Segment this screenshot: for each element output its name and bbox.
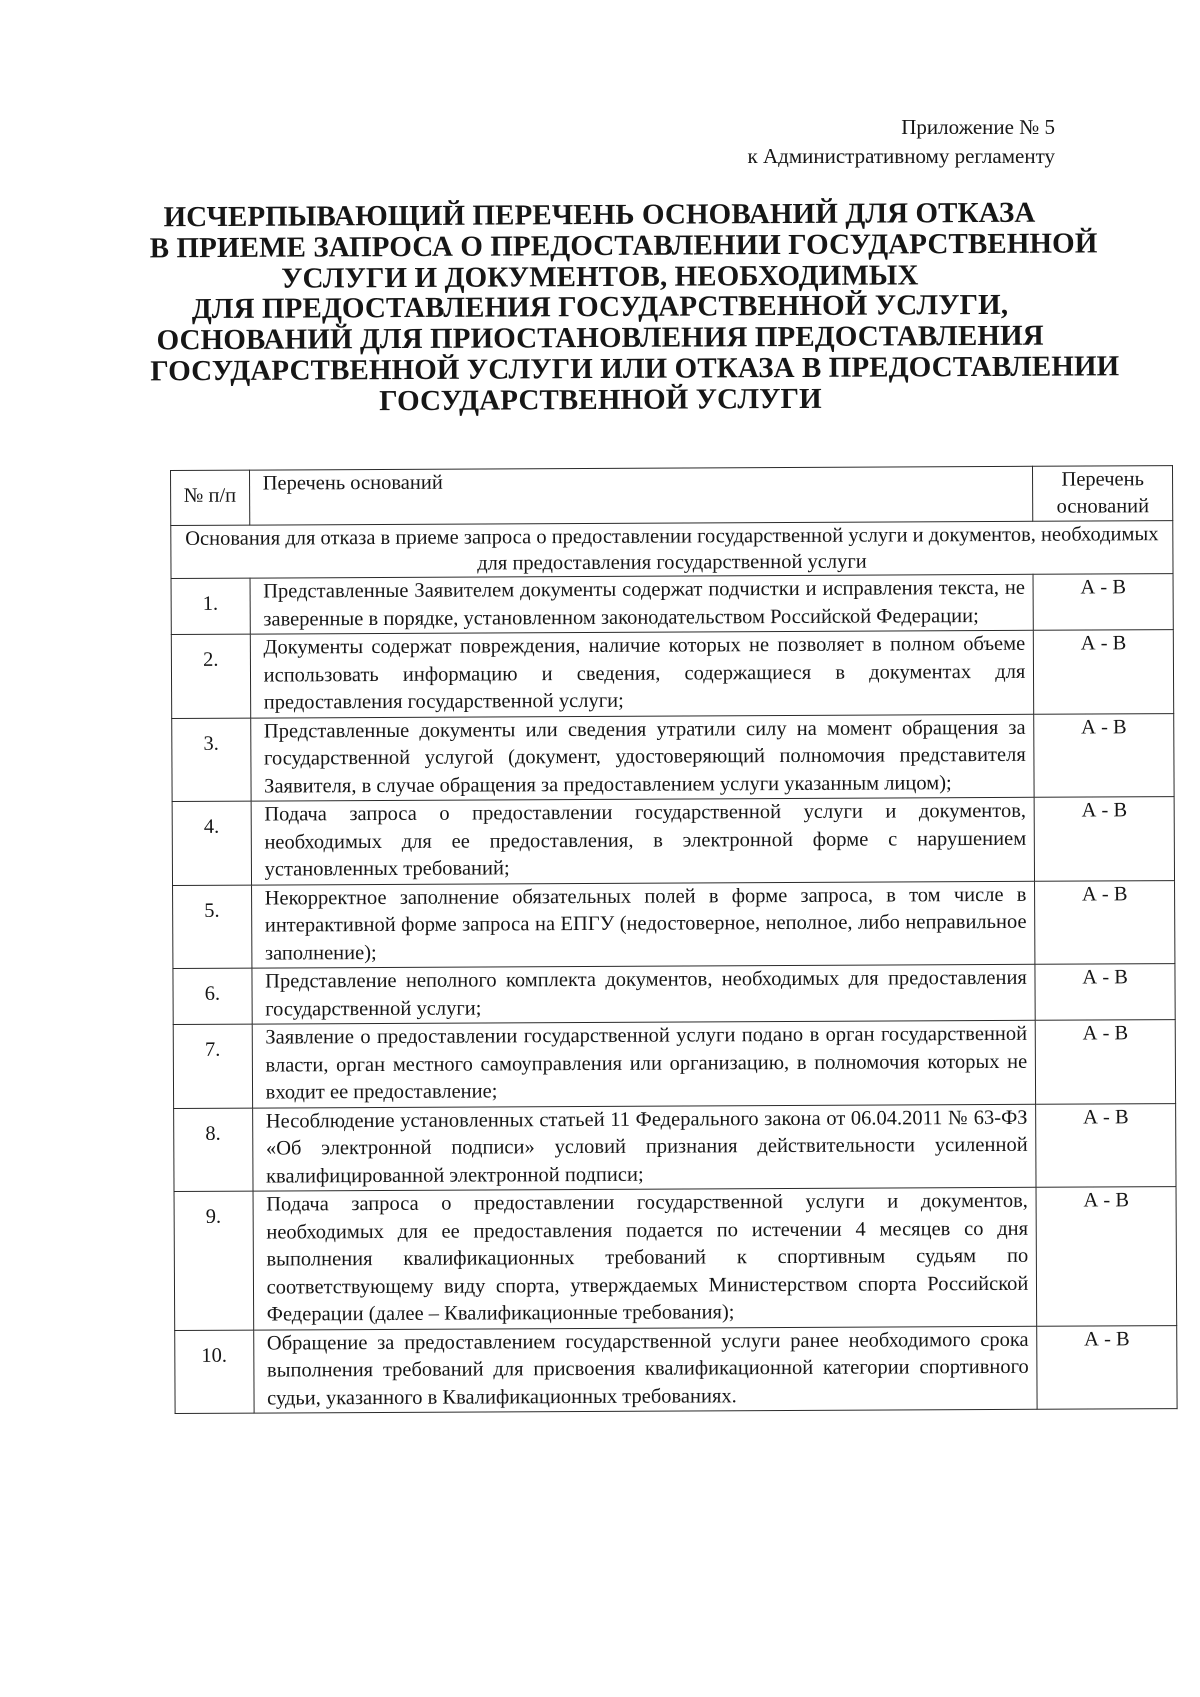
table-row: [173, 1020, 1175, 1108]
grounds-table: [170, 465, 1178, 1414]
row-code: А - В: [1035, 880, 1175, 964]
header-list: Перечень оснований: [1033, 466, 1173, 522]
row-text: Некорректное заполнение обязательных полей в форме запроса, в том числе в интерактивной форме запроса на ЕПГУ (недостоверное, неполное, либо неправильное заполнение);: [251, 881, 1035, 968]
annex-number: Приложение № 5: [901, 115, 1055, 139]
annex-reference: [748, 113, 1055, 171]
row-code: А - В: [1036, 1103, 1176, 1187]
table-row: [173, 880, 1175, 968]
header-reasons: Перечень оснований: [249, 466, 1033, 525]
title-line: В ПРИЕМЕ ЗАПРОСА О ПРЕДОСТАВЛЕНИИ ГОСУДАРСТВЕННОЙ: [149, 227, 1098, 265]
title-line: ОСНОВАНИЙ ДЛЯ ПРИОСТАНОВЛЕНИЯ ПРЕДОСТАВЛЕНИЯ: [156, 319, 1044, 357]
row-code: А - В: [1034, 797, 1174, 881]
row-code: А - В: [1036, 1187, 1176, 1326]
table-header-row: [171, 466, 1173, 526]
row-text: Документы содержат повреждения, наличие которых не позволяет в полном объеме использовать информацию и сведения, содержащиеся в документах для предоставления государственной услуги;: [250, 630, 1034, 717]
table-row: [174, 1103, 1176, 1191]
row-code: А - В: [1037, 1325, 1177, 1409]
table-row: [174, 1187, 1177, 1330]
title-line: ИСЧЕРПЫВАЮЩИЙ ПЕРЕЧЕНЬ ОСНОВАНИЙ ДЛЯ ОТКАЗА: [163, 196, 1036, 234]
row-text: Представленные документы или сведения утратили силу на момент обращения за государственной услугой (документ, удостоверяющий полномочия представителя Заявителя, в случае обращения за предоставлением услуги указанным лицом);: [250, 714, 1034, 801]
header-number: № п/п: [171, 470, 250, 525]
row-text: Заявление о предоставлении государственной услуги подано в орган государственной власти, орган местного самоуправления или организацию, в полномочия которых не входит ее предоставление;: [252, 1020, 1036, 1107]
table-row: [173, 964, 1175, 1025]
section-row: [171, 521, 1173, 579]
title-line: ДЛЯ ПРЕДОСТАВЛЕНИЯ ГОСУДАРСТВЕННОЙ УСЛУГИ,: [191, 289, 1009, 326]
row-text: Подача запроса о предоставлении государственной услуги и документов, необходимых для ее предоставления подается по истечении 4 месяцев со дня выполнения квалификационных требований к спортивным судьям по соответствующему виду спорта, утверждаемых Министерством спорта Российской Федерации (далее – Квалификационные требования);: [253, 1187, 1037, 1329]
title-line: УСЛУГИ И ДОКУМЕНТОВ, НЕОБХОДИМЫХ: [281, 258, 919, 295]
row-number: 3.: [172, 718, 251, 802]
row-number: 8.: [174, 1108, 253, 1192]
row-text: Представление неполного комплекта документов, необходимых для предоставления государственной услуги;: [252, 964, 1036, 1024]
row-code: А - В: [1034, 713, 1174, 797]
table-row: [171, 574, 1173, 635]
row-number: 1.: [171, 578, 250, 634]
row-number: 2.: [171, 634, 250, 718]
row-number: 10.: [175, 1330, 254, 1414]
table-row: [171, 630, 1173, 718]
row-code: А - В: [1033, 574, 1173, 631]
table-row: [175, 1325, 1177, 1413]
title-line: ГОСУДАРСТВЕННОЙ УСЛУГИ ИЛИ ОТКАЗА В ПРЕДОСТАВЛЕНИИ: [150, 350, 1120, 388]
document-title: [149, 196, 1120, 418]
section-heading: Основания для отказа в приеме запроса о предоставлении государственной услуги и документов, необходимых для предоставления государственной услуги: [171, 521, 1173, 579]
annex-regulation: к Административному регламенту: [747, 144, 1055, 168]
table-row: [172, 797, 1174, 885]
row-number: 9.: [174, 1191, 253, 1330]
row-number: 5.: [173, 885, 252, 969]
row-text: Подача запроса о предоставлении государственной услуги и документов, необходимых для ее предоставления, в электронной форме с нарушением установленных требований;: [251, 797, 1035, 884]
row-text: Несоблюдение установленных статьей 11 Федерального закона от 06.04.2011 № 63-ФЗ «Об электронной подписи» условий признания действительности усиленной квалифицированной электронной подписи;: [252, 1104, 1036, 1191]
row-code: А - В: [1035, 964, 1175, 1021]
row-code: А - В: [1036, 1020, 1176, 1104]
row-number: 6.: [173, 968, 252, 1024]
table-row: [172, 713, 1174, 801]
row-number: 4.: [172, 801, 251, 885]
row-text: Представленные Заявителем документы содержат подчистки и исправления текста, не заверенные в порядке, установленном законодательством Российской Федерации;: [250, 574, 1034, 634]
row-code: А - В: [1034, 630, 1174, 714]
row-text: Обращение за предоставлением государственной услуги ранее необходимого срока выполнения требований для присвоения квалификационной категории спортивного судьи, указанного в Квалификационных требованиях.: [253, 1326, 1037, 1413]
title-line: ГОСУДАРСТВЕННОЙ УСЛУГИ: [379, 382, 822, 417]
row-number: 7.: [173, 1024, 252, 1108]
